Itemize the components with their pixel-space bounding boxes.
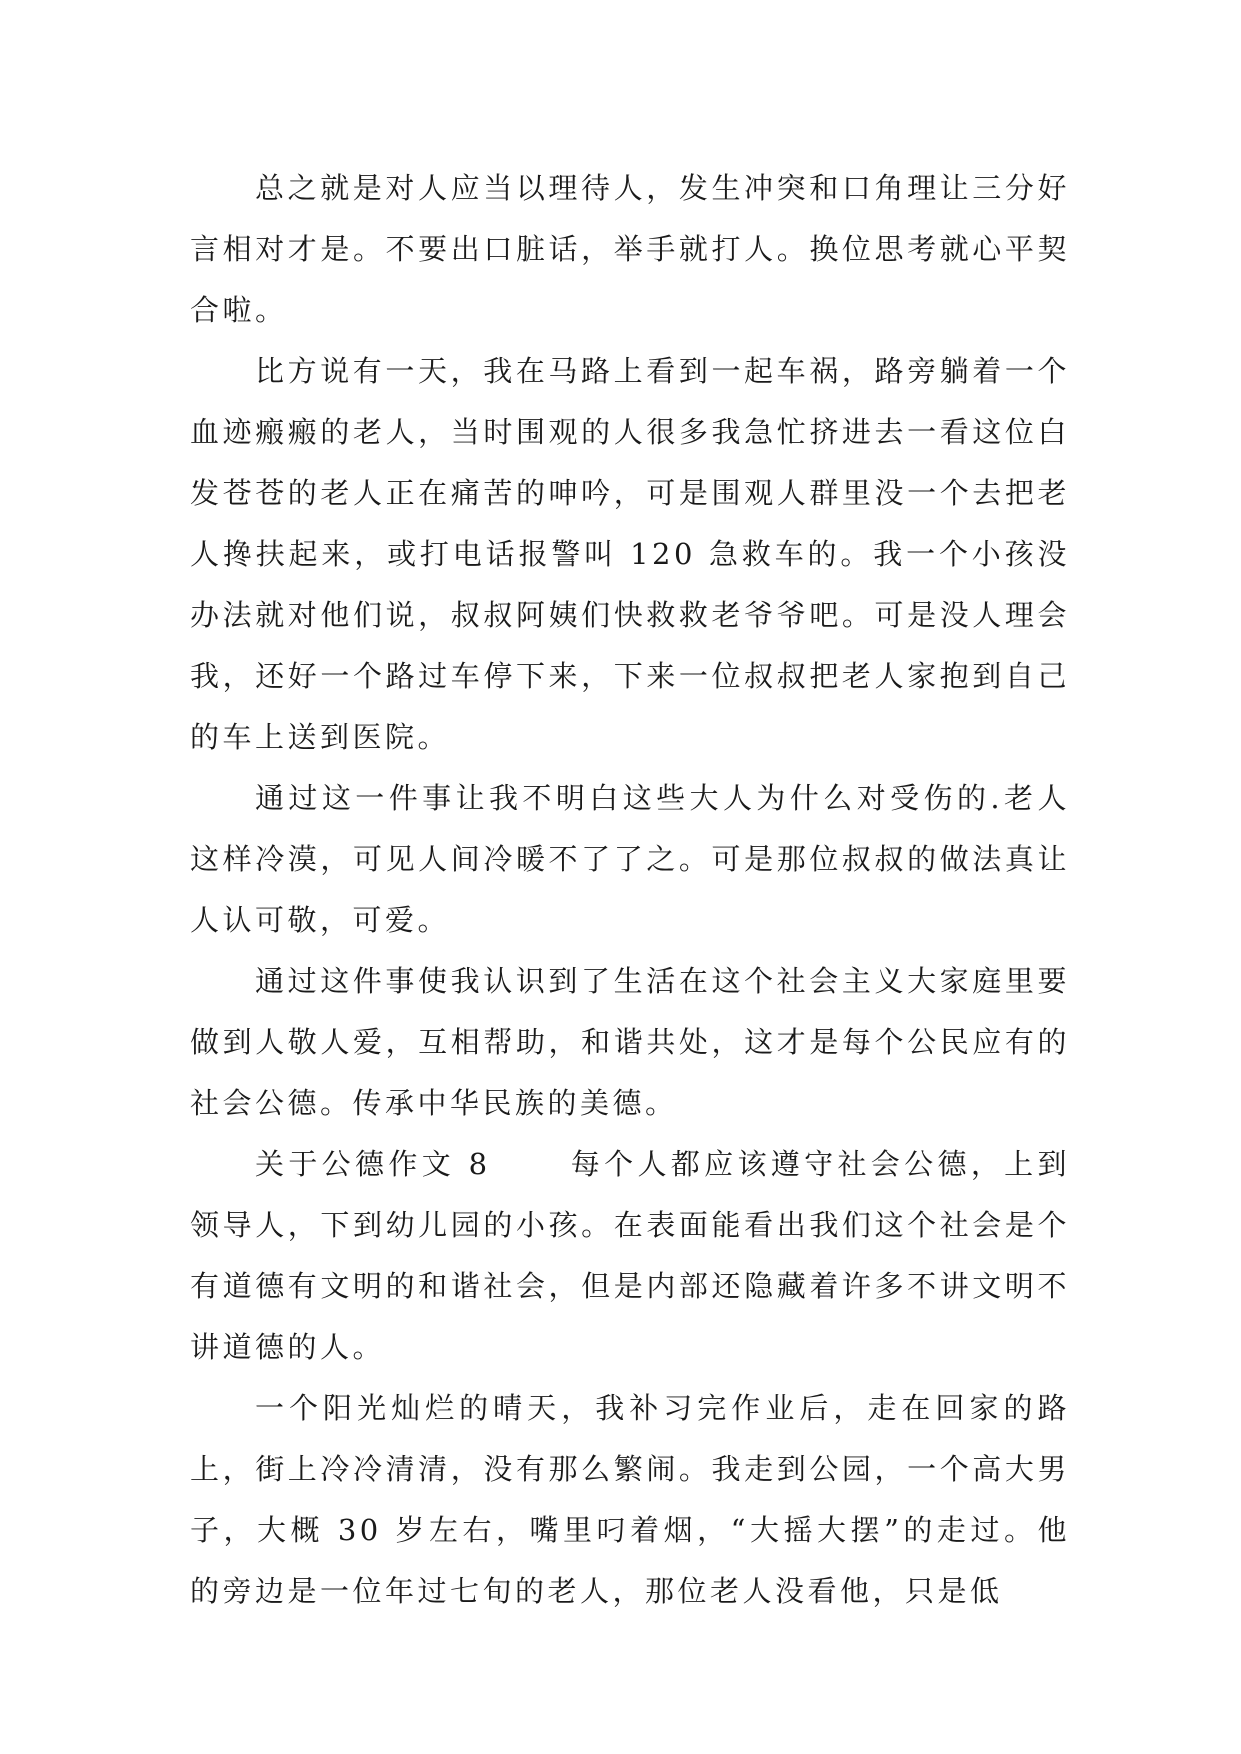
paragraph: 通过这一件事让我不明白这些大人为什么对受伤的.老人这样冷漠，可见人间冷暖不了了之。可是那位叔叔的做法真让人认可敬，可爱。: [190, 781, 1070, 937]
paragraph: 一个阳光灿烂的晴天，我补习完作业后，走在回家的路上，街上冷冷清清，没有那么繁闹。我走到公园，一个高大男子，大概 30 岁左右，嘴里叼着烟，“大摇大摆”的走过。他的旁边是一位年过七旬的老人，那位老人没看他，只是低: [190, 1391, 1070, 1608]
paragraph: 总之就是对人应当以理待人，发生冲突和口角理让三分好言相对才是。不要出口脏话，举手就打人。换位思考就心平契合啦。: [190, 171, 1070, 327]
document-body: [190, 158, 1070, 1622]
paragraph: 比方说有一天，我在马路上看到一起车祸，路旁躺着一个血迹瘢瘢的老人，当时围观的人很多我急忙挤进去一看这位白发苍苍的老人正在痛苦的呻吟，可是围观人群里没一个去把老人搀扶起来，或打电话报警叫 120 急救车的。我一个小孩没办法就对他们说，叔叔阿姨们快救救老爷爷吧。可是没人理会我，还好一个路过车停下来，下来一位叔叔把老人家抱到自己的车上送到医院。: [190, 354, 1070, 754]
paragraph: 关于公德作文 8 每个人都应该遵守社会公德，上到领导人，下到幼儿园的小孩。在表面能看出我们这个社会是个有道德有文明的和谐社会，但是内部还隐藏着许多不讲文明不讲道德的人。: [190, 1147, 1070, 1364]
paragraph: 通过这件事使我认识到了生活在这个社会主义大家庭里要做到人敬人爱，互相帮助，和谐共处，这才是每个公民应有的社会公德。传承中华民族的美德。: [190, 964, 1070, 1120]
